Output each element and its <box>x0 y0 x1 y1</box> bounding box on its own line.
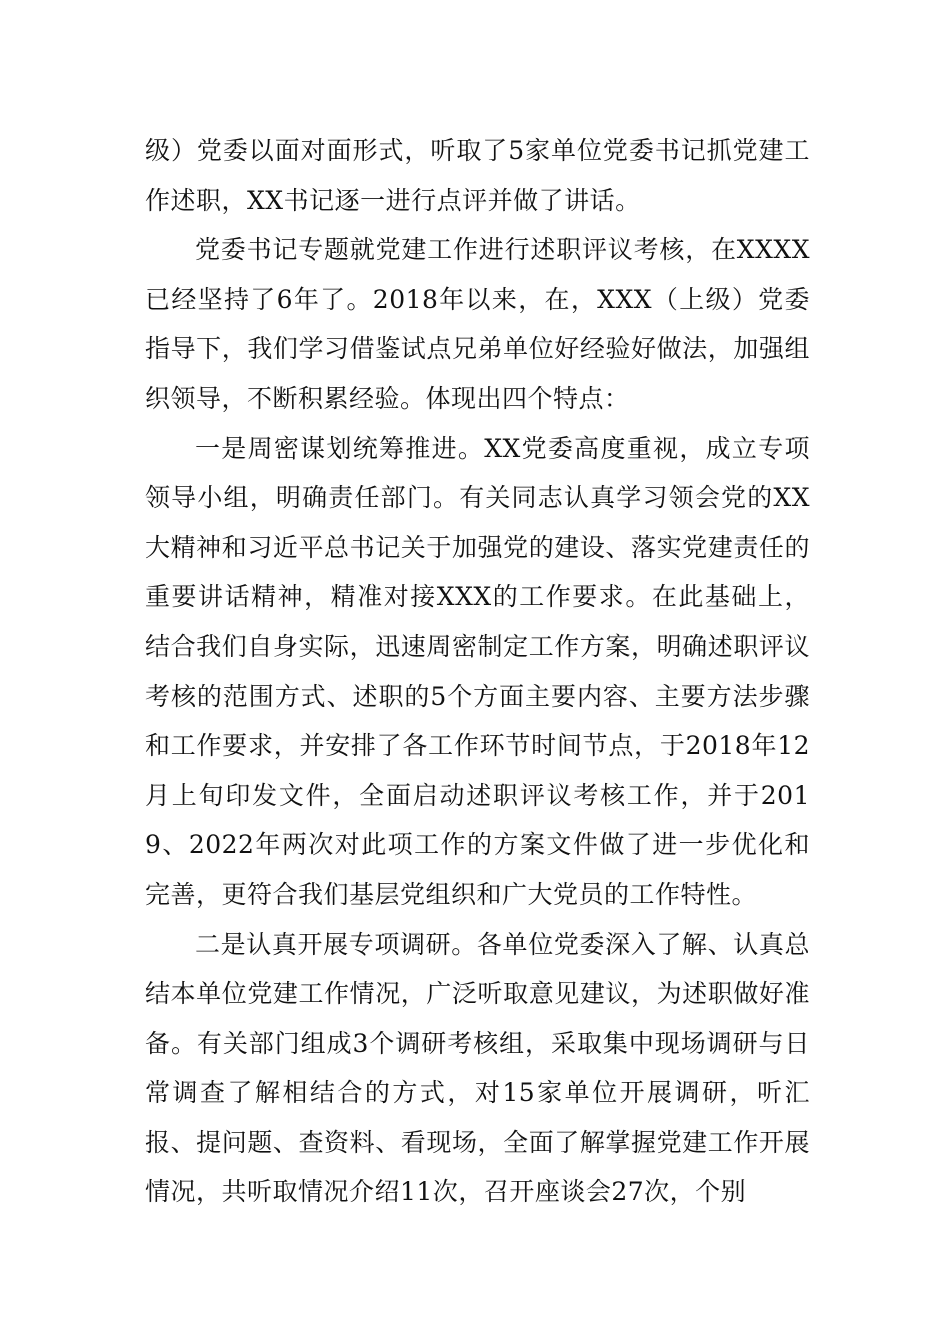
document-body <box>145 126 810 1217</box>
paragraph-point-one: 一是周密谋划统筹推进。XX党委高度重视，成立专项领导小组，明确责任部门。有关同志认真学习领会党的XX大精神和习近平总书记关于加强党的建设、落实党建责任的重要讲话精神，精准对接XXX的工作要求。在此基础上，结合我们自身实际，迅速周密制定工作方案，明确述职评议考核的范围方式、述职的5个方面主要内容、主要方法步骤和工作要求，并安排了各工作环节时间节点，于2018年12月上旬印发文件，全面启动述职评议考核工作，并于2019、2022年两次对此项工作的方案文件做了进一步优化和完善，更符合我们基层党组织和广大党员的工作特性。 <box>145 433 810 909</box>
paragraph-intro: 党委书记专题就党建工作进行述职评议考核，在XXXX已经坚持了6年了。2018年以来，在，XXX（上级）党委指导下，我们学习借鉴试点兄弟单位好经验好做法，加强组织领导，不断积累经验。体现出四个特点： <box>145 235 810 413</box>
paragraph-point-two: 二是认真开展专项调研。各单位党委深入了解、认真总结本单位党建工作情况，广泛听取意见建议，为述职做好准备。有关部门组成3个调研考核组，采取集中现场调研与日常调查了解相结合的方式，对15家单位开展调研，听汇报、提问题、查资料、看现场，全面了解掌握党建工作开展情况，共听取情况介绍11次，召开座谈会27次，个别 <box>145 929 810 1207</box>
paragraph-continuation: 级）党委以面对面形式，听取了5家单位党委书记抓党建工作述职，XX书记逐一进行点评并做了讲话。 <box>145 136 810 215</box>
